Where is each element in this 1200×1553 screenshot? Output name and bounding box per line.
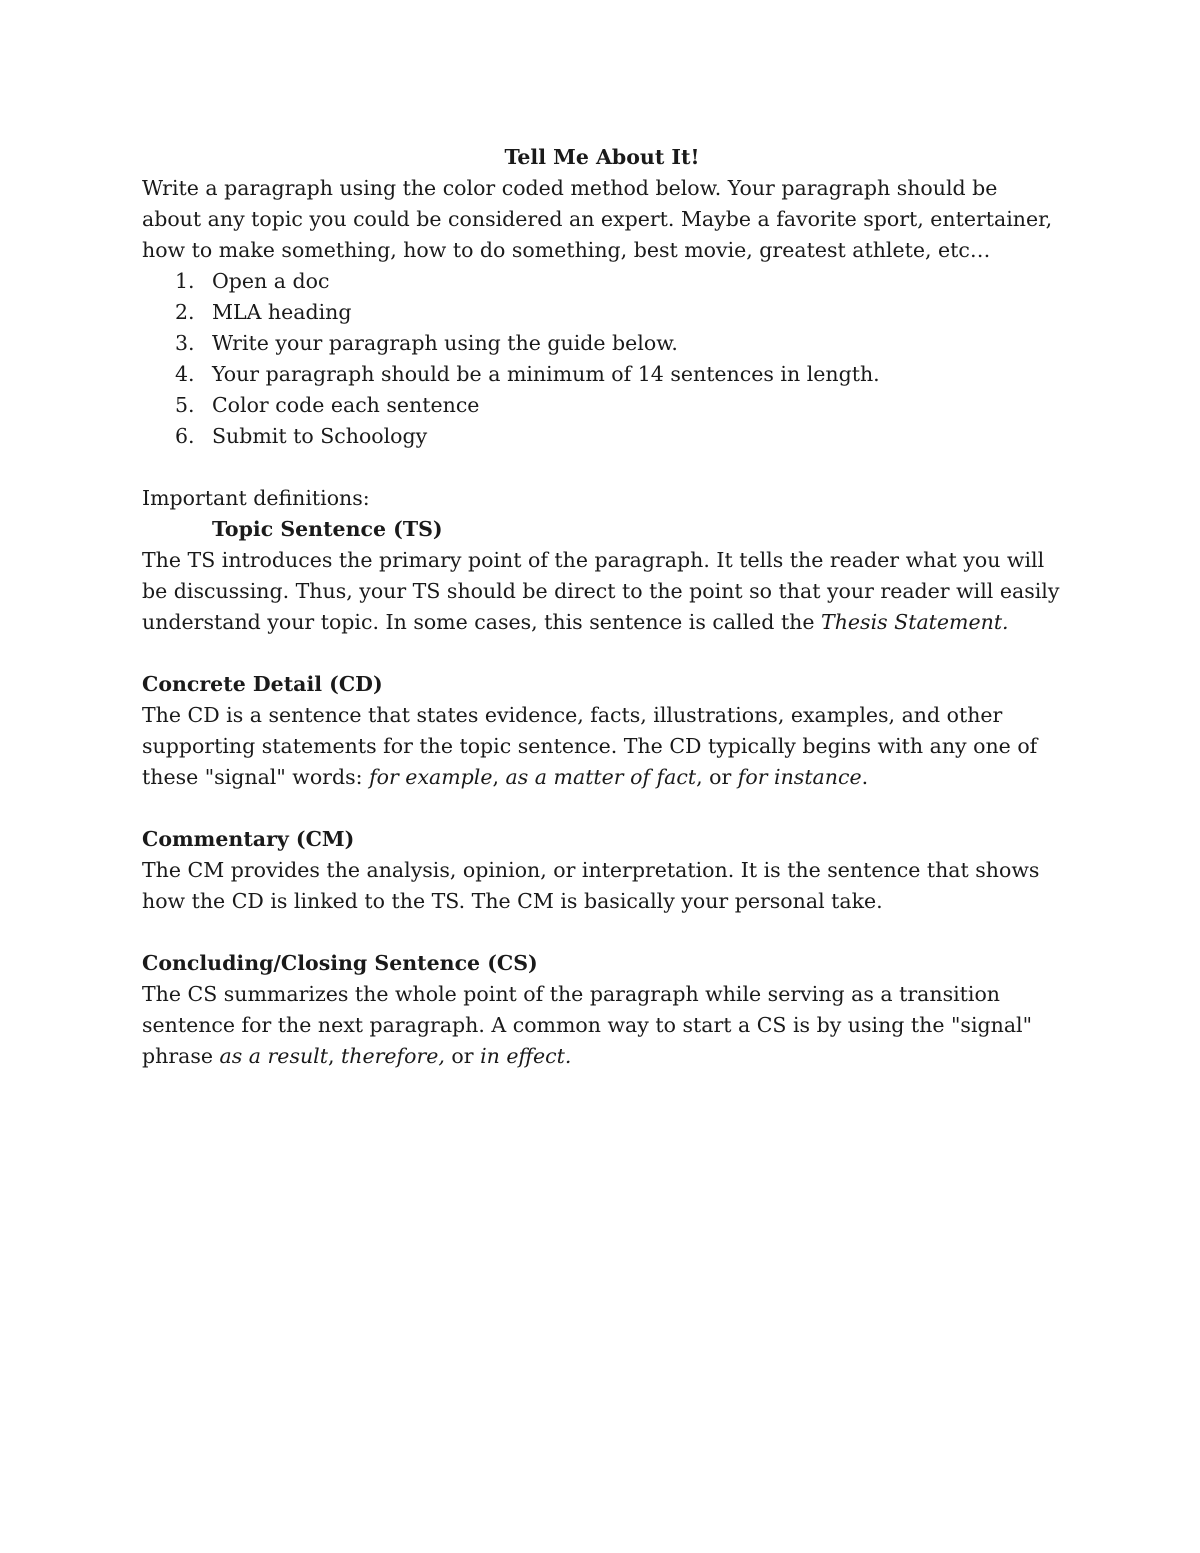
list-item-text: Submit to Schoology xyxy=(212,424,428,448)
list-item-text: Color code each sentence xyxy=(212,393,480,417)
cd-tail: . xyxy=(861,765,869,789)
steps-list xyxy=(142,266,1062,452)
ts-heading: Topic Sentence (TS) xyxy=(212,517,443,541)
list-item-text: Your paragraph should be a minimum of 14 sentences in length. xyxy=(212,362,880,386)
cd-sep-2: , or xyxy=(696,765,738,789)
list-number: 6. xyxy=(175,424,195,448)
spacer xyxy=(142,793,1062,824)
spacer xyxy=(142,917,1062,948)
document-content xyxy=(142,142,1062,1072)
cm-body: The CM provides the analysis, opinion, or interpretation. It is the sentence that shows how the CD is linked to the TS. The CM is basically your personal take. xyxy=(142,858,1040,913)
list-item-text: MLA heading xyxy=(212,300,352,324)
spacer xyxy=(142,638,1062,669)
ts-body-text: The TS introduces the primary point of the paragraph. It tells the reader what you will be discussing. Thus, your TS should be direct to the point so that your reader will easily understand your topic. In some cases, this sentence is called the xyxy=(142,548,1060,634)
list-item xyxy=(142,390,1062,421)
list-number: 1. xyxy=(175,269,195,293)
cs-signal-1: as a result xyxy=(219,1044,328,1068)
cd-body xyxy=(142,700,1062,793)
cd-body-text: The CD is a sentence that states evidence, facts, illustrations, examples, and other supporting statements for the topic sentence. The CD typically begins with any one of these "signal" words: xyxy=(142,703,1038,789)
cm-heading: Commentary (CM) xyxy=(142,827,355,851)
list-item xyxy=(142,421,1062,452)
cd-signal-1: for example xyxy=(369,765,493,789)
list-item xyxy=(142,359,1062,390)
cs-body xyxy=(142,979,1062,1072)
cs-sep-1: , xyxy=(327,1044,342,1068)
cs-body-text: The CS summarizes the whole point of the paragraph while serving as a transition sentence for the next paragraph. A common way to start a CS is by using the "signal" phrase xyxy=(142,982,1033,1068)
list-number: 3. xyxy=(175,331,195,355)
cs-signal-3: in effect. xyxy=(480,1044,572,1068)
list-item-text: Write your paragraph using the guide below. xyxy=(212,331,678,355)
list-number: 5. xyxy=(175,393,195,417)
document-title: Tell Me About It! xyxy=(504,145,700,169)
cd-signal-3: for instance xyxy=(737,765,862,789)
cs-heading: Concluding/Closing Sentence (CS) xyxy=(142,951,538,975)
cd-sep-1: , xyxy=(492,765,506,789)
cs-sep-2: or xyxy=(444,1044,481,1068)
cs-signal-2: therefore, xyxy=(341,1044,445,1068)
ts-body xyxy=(142,545,1062,638)
list-item xyxy=(142,328,1062,359)
list-number: 2. xyxy=(175,300,195,324)
list-item-text: Open a doc xyxy=(212,269,330,293)
list-item xyxy=(142,266,1062,297)
list-number: 4. xyxy=(175,362,195,386)
list-item xyxy=(142,297,1062,328)
intro-paragraph: Write a paragraph using the color coded method below. Your paragraph should be about any topic you could be considered an expert. Maybe a favorite sport, entertainer, how to make something, how to do something, best movie, greatest athlete, etc… xyxy=(142,176,1053,262)
cd-heading: Concrete Detail (CD) xyxy=(142,672,383,696)
cd-signal-2: as a matter of fact xyxy=(505,765,697,789)
definitions-label: Important definitions: xyxy=(142,486,370,510)
spacer xyxy=(142,452,1062,483)
ts-italic-term: Thesis Statement. xyxy=(821,610,1009,634)
